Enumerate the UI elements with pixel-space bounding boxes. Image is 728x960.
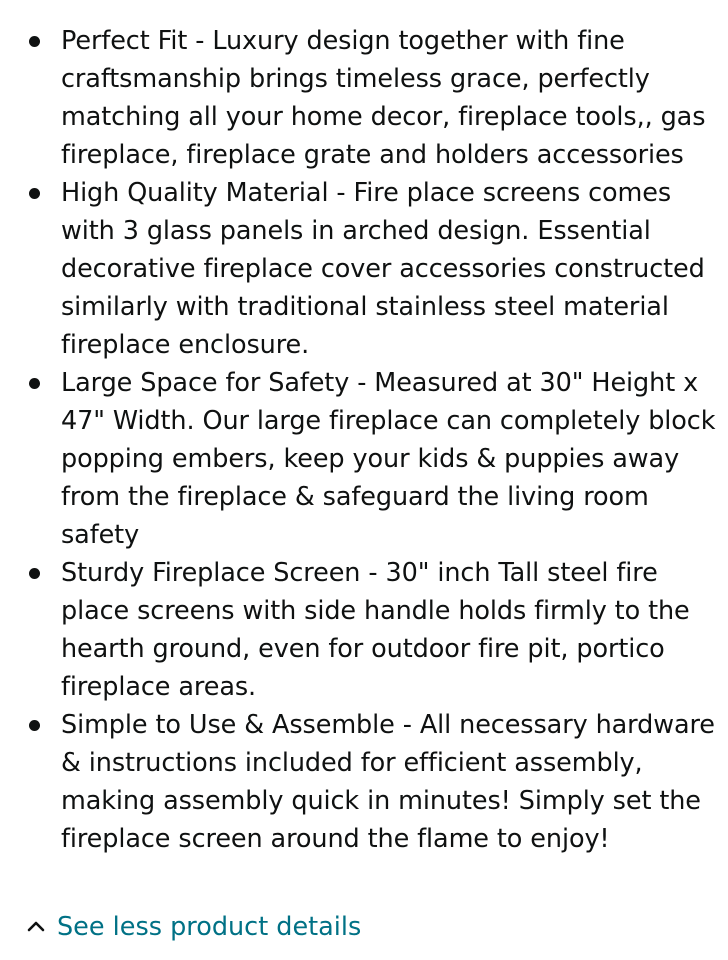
bullet-dot-icon bbox=[29, 36, 40, 47]
feature-text: Simple to Use & Assemble - All necessary hardware & instructions included for efficient assembly, making assembly quick in minutes! Simply set the fireplace screen around the flame to enjoy! bbox=[61, 710, 715, 854]
feature-bullet-sturdy bbox=[0, 554, 728, 706]
bullet-dot-icon bbox=[29, 568, 40, 579]
bullet-dot-icon bbox=[29, 188, 40, 199]
feature-bullet-safety bbox=[0, 364, 728, 554]
bullet-dot-icon bbox=[29, 720, 40, 731]
feature-bullet-perfect-fit bbox=[0, 22, 728, 174]
feature-text: Large Space for Safety - Measured at 30" Height x 47" Width. Our large fireplace can completely block popping embers, keep your kids & puppies away from the fireplace & safeguard the living room safety bbox=[61, 368, 716, 550]
see-less-product-details-link[interactable] bbox=[26, 908, 361, 946]
see-less-label[interactable]: See less product details bbox=[57, 912, 362, 942]
feature-bullet-material bbox=[0, 174, 728, 364]
product-feature-list bbox=[0, 22, 728, 858]
feature-bullet-assemble bbox=[0, 706, 728, 858]
feature-text: Perfect Fit - Luxury design together with fine craftsmanship brings timeless grace, perfectly matching all your home decor, fireplace tools,, gas fireplace, fireplace grate and holders accessories bbox=[61, 26, 706, 170]
feature-text: Sturdy Fireplace Screen - 30" inch Tall steel fire place screens with side handle holds firmly to the hearth ground, even for outdoor fire pit, portico fireplace areas. bbox=[61, 558, 690, 702]
chevron-up-icon bbox=[26, 917, 46, 937]
bullet-dot-icon bbox=[29, 378, 40, 389]
feature-text: High Quality Material - Fire place screens comes with 3 glass panels in arched design. Essential decorative fireplace cover accessories constructed similarly with traditional stainless steel material fireplace enclosure. bbox=[61, 178, 705, 360]
